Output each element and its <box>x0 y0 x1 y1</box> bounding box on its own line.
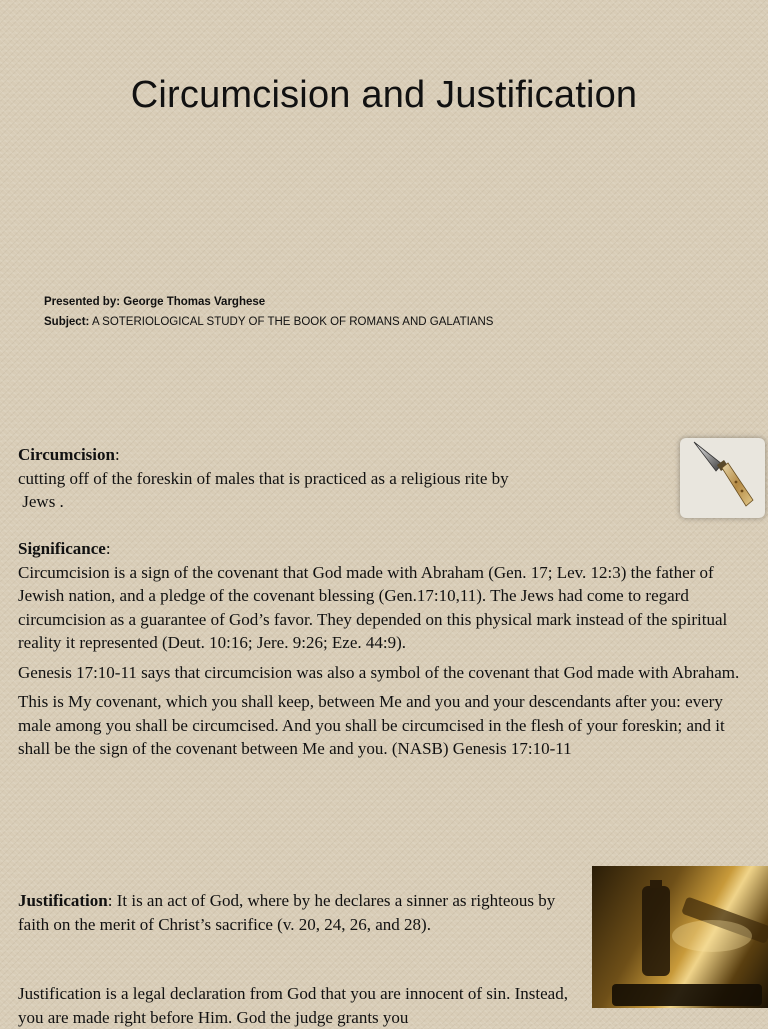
presenter-line <box>44 292 493 312</box>
genesis-paragraph: Genesis 17:10-11 says that circumcision was also a symbol of the covenant that God made with Abraham. <box>18 662 740 682</box>
circumcision-colon: : <box>114 445 120 464</box>
justification-definition <box>18 889 563 936</box>
significance-heading: Significance <box>18 539 106 558</box>
presenter-name: George Thomas Varghese <box>123 296 266 308</box>
justification-heading: Justification <box>18 891 108 910</box>
presented-by-label: Presented by: <box>44 296 121 308</box>
significance-colon: : <box>105 539 111 558</box>
circumcision-knife-icon <box>680 438 765 518</box>
subject-line <box>44 312 493 332</box>
justification-text: : It is an act of God, where by he declares a sinner as righteous by faith on the merit of Christ’s sacrifice (v. 20, 24, 26, and 28). <box>18 891 556 934</box>
circumcision-section <box>18 443 618 514</box>
page-title: Circumcision and Justification <box>130 74 638 116</box>
significance-paragraph: Circumcision is a sign of the covenant that God made with Abraham (Gen. 17; Lev. 12:3) the father of Jewish nation, and a pledge of the covenant blessing (Gen.17:10,11). The Jews had come to regard circumcision as a guarantee of God’s favor. They depended on this physical mark instead of the spiritual reality it represented (Deut. 10:16; Jere. 9:26; Eze. 44:9). <box>18 562 728 652</box>
justification-section <box>18 889 563 936</box>
subject-value: A SOTERIOLOGICAL STUDY OF THE BOOK OF ROMANS AND GALATIANS <box>91 316 494 328</box>
significance-heading-line <box>18 537 743 561</box>
circumcision-heading-line <box>18 443 618 467</box>
judge-gavel-icon <box>592 866 768 1008</box>
circumcision-heading: Circumcision <box>18 445 115 464</box>
significance-section <box>18 537 743 761</box>
knife-image <box>680 438 765 518</box>
presentation-meta <box>44 292 493 332</box>
covenant-quote-paragraph: This is My covenant, which you shall keep, between Me and you and your descendants after you: every male among you shall be circumcised. And you shall be circumcised in the flesh of your foreskin; and it shall be the sign of the covenant between Me and you. (NASB) Genesis 17:10-11 <box>18 692 725 758</box>
subject-label: Subject: <box>44 316 90 328</box>
circumcision-definition-2: Jews . <box>18 492 64 511</box>
justification-paragraph-2: Justification is a legal declaration from God that you are innocent of sin. Instead, you are made right before Him. God the judge grants you <box>18 984 568 1027</box>
gavel-image <box>592 866 768 1008</box>
circumcision-definition-1: cutting off of the foreskin of males that is practiced as a religious rite by <box>18 468 509 488</box>
